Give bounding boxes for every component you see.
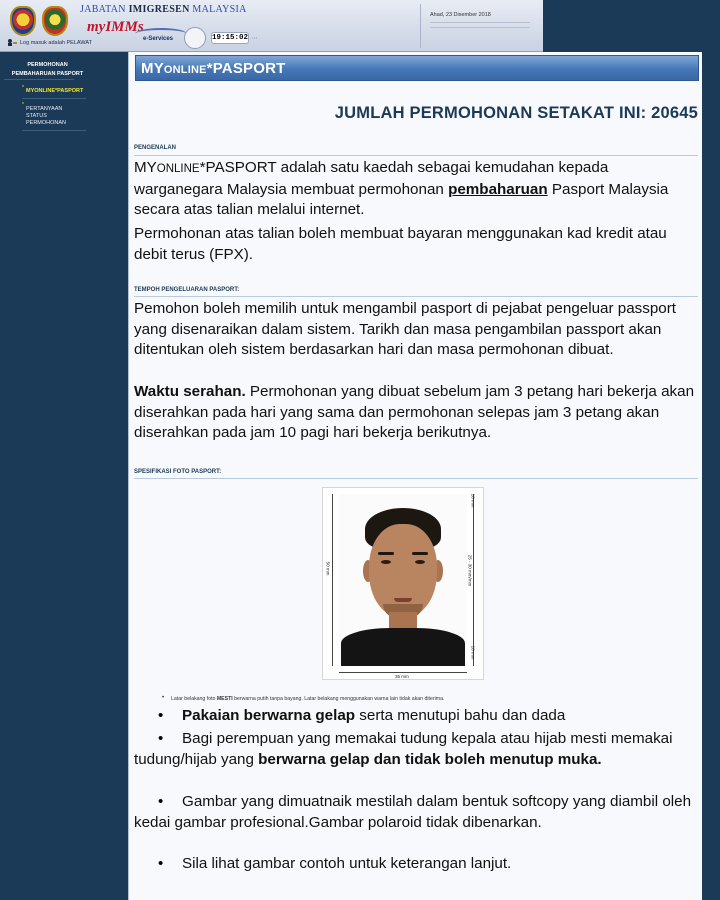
- intro-paragraph: [134, 158, 700, 221]
- dimension-line: [332, 494, 333, 666]
- emphasis-text: pembaharuan: [448, 180, 548, 198]
- current-date: Ahad, 23 Disember 2018: [430, 12, 491, 18]
- bullet-icon: •: [158, 855, 164, 872]
- malaysia-crest-icon: [10, 6, 36, 36]
- emphasis-text: berwarna gelap dan tidak boleh menutup muka.: [258, 750, 602, 768]
- bullet-icon: •: [158, 793, 164, 810]
- header-banner: [0, 0, 543, 52]
- dimension-line: [339, 672, 467, 673]
- portrait-eye: [415, 560, 425, 564]
- date-panel: [420, 4, 542, 48]
- list-item: [134, 729, 700, 770]
- note-emphasis: MESTI: [216, 696, 233, 702]
- list-item-text: Bagi perempuan yang memakai tudung kepala atau hijab mesti memakai tudung/hijab yang: [134, 730, 673, 768]
- portrait-shirt: [341, 628, 465, 666]
- section-divider: [134, 296, 698, 297]
- sidebar-heading[interactable]: [0, 61, 95, 79]
- clock-icon: [184, 27, 206, 49]
- dimension-line: [473, 494, 474, 666]
- waktu-serahan-paragraph: [134, 382, 700, 444]
- login-status: Log masuk adalah PELAWAT: [20, 40, 92, 46]
- sidebar-item-myonline-pasport[interactable]: MYONLINE*PASPORT: [26, 88, 84, 94]
- portrait-mouth: [394, 598, 412, 602]
- agency-name-part2: IMIGRESEN: [128, 4, 190, 15]
- agency-name-part3: MALAYSIA: [192, 4, 247, 15]
- sidebar-item-pertanyaan-status[interactable]: [26, 106, 86, 127]
- sidebar-item-label: PERTANYAAN: [26, 106, 63, 112]
- page-title-part: *PASPORT: [206, 60, 286, 77]
- date-divider: [430, 27, 530, 28]
- sidebar-item-label: PERMOHONAN: [26, 120, 67, 126]
- main-content: [128, 52, 702, 900]
- bullet-icon: •: [158, 730, 164, 747]
- list-item-text: serta menutupi bahu dan dada: [355, 707, 566, 724]
- date-divider: [430, 22, 530, 23]
- note-text: Latar belakang foto: [171, 696, 217, 702]
- dimension-label-bottom: 10 mm: [470, 645, 476, 660]
- bullet-icon: •: [158, 707, 164, 724]
- star-bullet-icon: *: [22, 102, 24, 108]
- immigration-crest-icon: [42, 6, 68, 36]
- section-label-foto: SPESIFIKASI FOTO PASPORT:: [134, 469, 222, 475]
- page-title: [141, 60, 286, 77]
- page-title-bar: [135, 55, 699, 81]
- sidebar-item-label: STATUS: [26, 113, 47, 119]
- clock-display: 19:15:02: [212, 34, 249, 42]
- tempoh-paragraph: Pemohon boleh memilih untuk mengambil pasport di pejabat pengeluar passport yang disenaraikan dalam sistem. Tarikh dan masa pengambilan passport akan ditentukan oleh sistem berdasarkan hari dan masa permohonan dibuat.: [134, 300, 677, 358]
- brand-name-part: ONLINE: [156, 163, 200, 175]
- sidebar-nav: [0, 52, 128, 900]
- section-divider: [134, 478, 698, 479]
- agency-name-part1: JABATAN: [80, 4, 126, 15]
- dimension-label-top: 10 mm: [470, 493, 476, 508]
- section-label-tempoh: TEMPOH PENGELUARAN PASPORT:: [134, 287, 240, 293]
- agency-name: [80, 4, 247, 15]
- list-item: Gambar yang dimuatnaik mestilah dalam bentuk softcopy yang diambil oleh kedai gambar profesional.Gambar polaroid tidak dibenarkan.: [134, 793, 692, 831]
- brand-logo: myIMMs: [87, 19, 144, 35]
- sidebar-heading-line2: PEMBAHARUAN PASPORT: [11, 71, 84, 77]
- sidebar-heading-line1: PERMOHONAN: [27, 62, 68, 68]
- waktu-serahan-text: Permohonan yang dibuat sebelum jam 3 petang hari bekerja akan diserahkan pada hari yang sama dan permohonan selepas jam 3 petang akan diserahkan pada jam 10 pagi hari bekerja berikutnya.: [134, 383, 695, 441]
- brand-name-part: MY: [134, 159, 157, 176]
- user-key-icon: [7, 38, 17, 47]
- note-text: berwarna putih tanpa bayang. Latar belakang menggunakan warna lain tidak akan diterima.: [232, 696, 445, 702]
- star-bullet-icon: *: [22, 85, 24, 91]
- emphasis-text: Pakaian berwarna gelap: [182, 707, 356, 724]
- portrait-eye: [381, 560, 391, 564]
- passport-photo-example: [322, 487, 484, 680]
- section-label-intro: PENGENALAN: [134, 145, 177, 151]
- eservices-label: e-Services: [143, 36, 174, 42]
- divider: [22, 130, 86, 131]
- app-header: [0, 0, 720, 52]
- divider: [22, 98, 86, 99]
- intro-text: *PASPORT adalah satu kaedah sebagai kemudahan kepada warganegara Malaysia membuat permohonan: [134, 159, 609, 198]
- page-title-part: ONLINE: [163, 64, 207, 76]
- clock-dots: ⋯: [251, 35, 258, 42]
- dimension-label-height: 50 mm: [325, 561, 331, 576]
- portrait-brow: [412, 552, 428, 555]
- portrait-brow: [378, 552, 394, 555]
- page-title-part: MY: [141, 60, 164, 77]
- application-count: JUMLAH PERMOHONAN SETAKAT INI: 20645: [334, 104, 698, 122]
- dimension-label-width: 35 mm: [395, 674, 409, 679]
- list-item: [134, 706, 700, 727]
- section-divider: [134, 155, 698, 156]
- intro-text: Pasport Malaysia secara atas talian melalui internet.: [134, 180, 669, 218]
- emphasis-text: Waktu serahan.: [134, 383, 246, 400]
- background-note: [171, 696, 444, 702]
- list-item: Sila lihat gambar contoh untuk keterangan lanjut.: [182, 855, 512, 872]
- payment-paragraph: Permohonan atas talian boleh membuat bayaran menggunakan kad kredit atau debit terus (FPX).: [134, 225, 667, 263]
- dimension-label-face: 25 - 30 mm/mm: [467, 554, 473, 587]
- divider: [4, 79, 74, 80]
